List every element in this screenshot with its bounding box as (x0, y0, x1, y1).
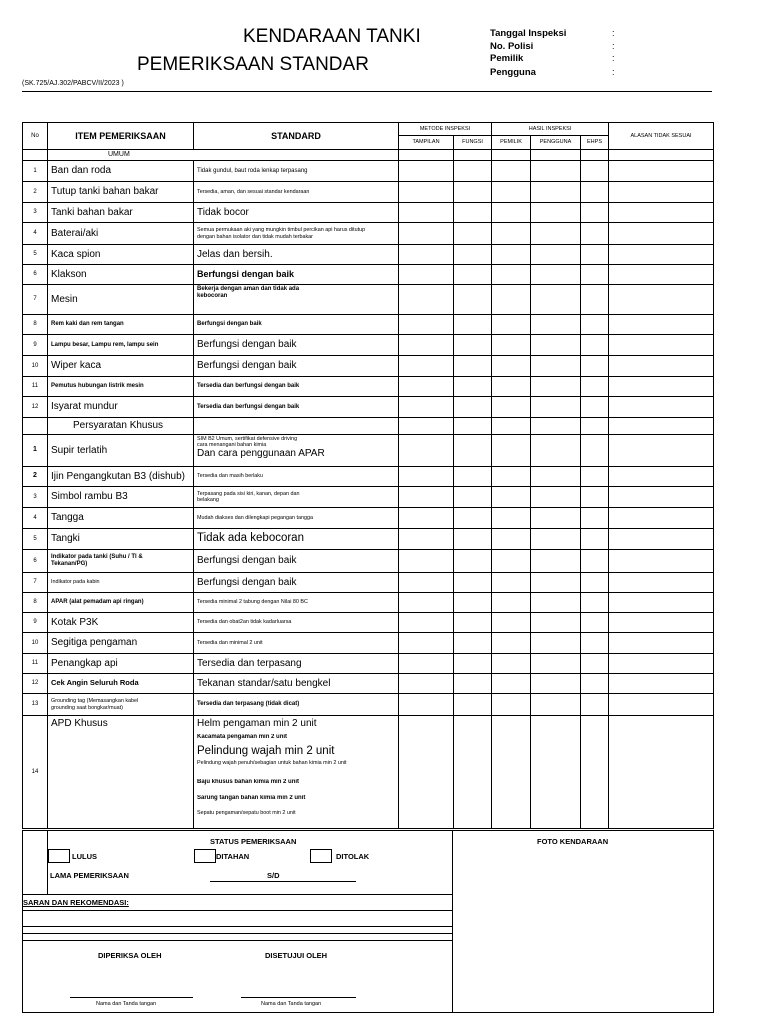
item-line: Tekanan/PG) (51, 561, 88, 567)
row-item: Simbol rambu B3 (48, 487, 194, 508)
row-item: Lampu besar, Lampu rem, lampu sein (48, 335, 194, 356)
header-hasil-inspeksi: HASIL INSPEKSI (492, 123, 609, 136)
row-standard (194, 285, 399, 315)
row-no: 1 (23, 435, 48, 467)
table-row (23, 285, 714, 315)
row-standard: Tersedia dan obat2an tidak kadarluarsa (194, 613, 399, 633)
row-no: 14 (23, 716, 48, 829)
section-umum: UMUM (48, 150, 399, 161)
lulus-label: LULUS (72, 852, 97, 861)
item-line: Indikator pada tanki (Suhu / Tl & (51, 554, 143, 561)
row-no: 5 (23, 529, 48, 550)
row-no: 8 (23, 593, 48, 613)
row-item (48, 694, 194, 716)
row-no: 3 (23, 487, 48, 508)
table-row (23, 654, 714, 674)
table-row-apd (23, 716, 714, 829)
row-item: Tangga (48, 508, 194, 529)
row-standard: Tersedia dan terpasang (194, 654, 399, 674)
row-no: 10 (23, 633, 48, 654)
row-standard: Tersedia, aman, dan sesuai standar kendaraan (194, 182, 399, 203)
reference-number: (SK.725/AJ.302/PABCV/II/2023 ) (22, 80, 124, 87)
header-no: No (23, 123, 48, 150)
header-tampilan: TAMPILAN (399, 136, 454, 150)
row-item: Ijin Pengangkutan B3 (dishub) (48, 467, 194, 487)
header-pengguna: PENGGUNA (531, 136, 581, 150)
row-no: 8 (23, 315, 48, 335)
header-pemilik: PEMILIK (492, 136, 531, 150)
row-item: Supir terlatih (48, 435, 194, 467)
row-item: APD Khusus (48, 716, 194, 829)
row-item: Cek Angin Seluruh Roda (48, 674, 194, 694)
row-standard: Tidak gundul, baut roda lenkap terpasang (194, 161, 399, 182)
apd-line: Pelindung wajah penuh/sebagian untuk bahan kimia min 2 unit (197, 760, 347, 767)
ditolak-checkbox[interactable] (310, 849, 332, 863)
row-item: Wiper kaca (48, 356, 194, 377)
sd-label: S/D (267, 871, 280, 880)
disetujui-signature-caption: Nama dan Tanda tangan (261, 1001, 322, 1007)
lama-pemeriksaan-line[interactable] (210, 881, 356, 882)
row-item: Tanki bahan bakar (48, 203, 194, 223)
header-alasan: ALASAN TIDAK SESUAI (609, 123, 714, 150)
title-line-1: KENDARAAN TANKI (243, 26, 421, 47)
pemilik-label: Pemilik (490, 53, 524, 64)
row-standard: Tekanan standar/satu bengkel (194, 674, 399, 694)
table-row (23, 613, 714, 633)
standard-line: cara menangani bahan kimia (197, 442, 267, 449)
table-row (23, 161, 714, 182)
table-row (23, 550, 714, 573)
diperiksa-signature-caption: Nama dan Tanda tangan (96, 1001, 157, 1007)
lama-pemeriksaan-label: LAMA PEMERIKSAAN (50, 871, 129, 880)
row-no: 11 (23, 377, 48, 397)
standard-line: Bekerja dengan aman dan tidak ada (197, 286, 300, 292)
table-row (23, 335, 714, 356)
apd-line: Kacamata pengaman min 2 unit (197, 733, 288, 740)
table-row (23, 467, 714, 487)
row-standard: Berfungsi dengan baik (194, 550, 399, 573)
standard-line: Semua permukaan aki yang mungkin timbul percikan api harus ditutup (197, 227, 366, 234)
row-no: 6 (23, 550, 48, 573)
blank-cell (23, 150, 48, 161)
row-item: Baterai/aki (48, 223, 194, 245)
apd-line: Sepatu pengaman/sepatu boot min 2 unit (197, 810, 296, 817)
tanggal-inspeksi-colon: : (612, 28, 615, 38)
row-no: 5 (23, 245, 48, 265)
row-standard: Tersedia dan masih berlaku (194, 467, 399, 487)
diperiksa-signature-line[interactable] (70, 997, 193, 998)
row-no: 12 (23, 397, 48, 418)
row-standard: Tersedia dan terpasang (tidak dicat) (194, 694, 399, 716)
header-divider (22, 91, 712, 92)
apd-line: Sarung tangan bahan kimia min 2 unit (197, 794, 306, 801)
row-item: Ban dan roda (48, 161, 194, 182)
row-standard: Berfungsi dengan baik (194, 265, 399, 285)
header-fungsi: FUNGSI (454, 136, 492, 150)
table-row (23, 487, 714, 508)
row-standard: Tersedia dan berfungsi dengan baik (194, 397, 399, 418)
row-no: 12 (23, 674, 48, 694)
table-row (23, 694, 714, 716)
header-ehps: EHPS (581, 136, 609, 150)
row-item: Rem kaki dan rem tangan (48, 315, 194, 335)
table-row (23, 508, 714, 529)
apd-line: Pelindung wajah min 2 unit (197, 744, 335, 757)
row-item: APAR (alat pemadam api ringan) (48, 593, 194, 613)
row-standard: Jelas dan bersih. (194, 245, 399, 265)
row-standard (194, 435, 399, 467)
row-no: 4 (23, 223, 48, 245)
header-item: ITEM PEMERIKSAAN (48, 123, 194, 150)
table-row (23, 356, 714, 377)
disetujui-oleh-label: DISETUJUI OLEH (265, 951, 328, 960)
diperiksa-oleh-label: DIPERIKSA OLEH (98, 951, 162, 960)
table-row (23, 245, 714, 265)
row-item: Kaca spion (48, 245, 194, 265)
status-pemeriksaan-area (48, 831, 453, 895)
table-row (23, 182, 714, 203)
row-no: 9 (23, 613, 48, 633)
row-standard (194, 487, 399, 508)
standard-line: dengan bahan isolator dan tidak mudah terbakar (197, 233, 313, 240)
row-standard: Tersedia minimal 2 tabung dengan Nilai 80 BC (194, 593, 399, 613)
row-item: Tutup tanki bahan bakar (48, 182, 194, 203)
foto-kendaraan-label: FOTO KENDARAAN (537, 837, 609, 846)
lulus-checkbox[interactable] (48, 849, 70, 863)
ditahan-label: DITAHAN (216, 852, 250, 861)
table-row (23, 529, 714, 550)
standard-line: kebocoran (197, 292, 228, 299)
row-no: 13 (23, 694, 48, 716)
row-no: 7 (23, 285, 48, 315)
row-standard (194, 223, 399, 245)
row-no: 6 (23, 265, 48, 285)
row-standard: Tidak bocor (194, 203, 399, 223)
item-line: grounding saat bongkar/muat) (51, 704, 123, 711)
row-item: Kotak P3K (48, 613, 194, 633)
row-item: Isyarat mundur (48, 397, 194, 418)
standard-line: belakang (197, 497, 219, 503)
row-standard: Berfungsi dengan baik (194, 573, 399, 593)
row-item: Indikator pada kabin (48, 573, 194, 593)
saran-area[interactable] (23, 895, 453, 941)
title-line-2: PEMERIKSAAN STANDAR (137, 54, 369, 75)
standard-line: Terpasang pada sisi kiri, kanan, depan dan (197, 490, 300, 497)
pemilik-colon: : (612, 53, 615, 63)
table-row (23, 674, 714, 694)
table-row (23, 435, 714, 467)
row-no: 1 (23, 161, 48, 182)
table-row (23, 223, 714, 245)
row-standard: Berfungsi dengan baik (194, 335, 399, 356)
table-row (23, 397, 714, 418)
row-item: Penangkap api (48, 654, 194, 674)
table-row (23, 377, 714, 397)
status-section (22, 830, 714, 1013)
pengguna-label: Pengguna (490, 67, 536, 78)
tanggal-inspeksi-label: Tanggal Inspeksi (490, 28, 567, 39)
table-row (23, 315, 714, 335)
row-item: Segitiga pengaman (48, 633, 194, 654)
row-no: 11 (23, 654, 48, 674)
section-khusus: Persyaratan Khusus (48, 418, 194, 435)
header-standard: STANDARD (194, 123, 399, 150)
saran-label: SARAN DAN REKOMENDASI: (23, 898, 129, 907)
row-no: 9 (23, 335, 48, 356)
row-standard: Berfungsi dengan baik (194, 356, 399, 377)
row-no: 7 (23, 573, 48, 593)
row-item: Klakson (48, 265, 194, 285)
ditolak-label: DITOLAK (336, 852, 370, 861)
foto-kendaraan-area[interactable] (453, 831, 714, 1013)
row-standard (194, 716, 399, 829)
table-row (23, 593, 714, 613)
inspection-table (22, 122, 714, 829)
header-metode-inspeksi: METODE INSPEKSI (399, 123, 492, 136)
table-row (23, 633, 714, 654)
signature-area (23, 941, 453, 1013)
row-no: 4 (23, 508, 48, 529)
status-title: STATUS PEMERIKSAAN (210, 837, 297, 846)
row-no: 10 (23, 356, 48, 377)
item-line: Grounding tag (Memasangkan kabel (51, 698, 139, 705)
row-item: Pemutus hubungan listrik mesin (48, 377, 194, 397)
no-polisi-colon: : (612, 41, 615, 51)
pengguna-colon: : (612, 67, 615, 77)
apd-line: Helm pengaman min 2 unit (197, 718, 317, 729)
row-standard: Berfungsi dengan baik (194, 315, 399, 335)
table-row (23, 573, 714, 593)
row-no: 3 (23, 203, 48, 223)
row-item: Mesin (48, 285, 194, 315)
ditahan-checkbox[interactable] (194, 849, 216, 863)
row-item (48, 550, 194, 573)
row-no: 2 (23, 467, 48, 487)
standard-line: SIM B2 Umum, sertifikat defensive driving (197, 436, 298, 442)
table-row (23, 265, 714, 285)
row-no: 2 (23, 182, 48, 203)
standard-line: Dan cara penggunaan APAR (197, 448, 325, 460)
apd-line: Baju khusus bahan kimia min 2 unit (197, 779, 300, 786)
row-standard: Mudah diakses dan dilengkapi pegangan tangga (194, 508, 399, 529)
no-polisi-label: No. Polisi (490, 41, 534, 52)
row-standard: Tidak ada kebocoran (194, 529, 399, 550)
row-standard: Tersedia dan berfungsi dengan baik (194, 377, 399, 397)
table-row (23, 203, 714, 223)
disetujui-signature-line[interactable] (241, 997, 356, 998)
row-standard: Tersedia dan minimal 2 unit (194, 633, 399, 654)
row-item: Tangki (48, 529, 194, 550)
